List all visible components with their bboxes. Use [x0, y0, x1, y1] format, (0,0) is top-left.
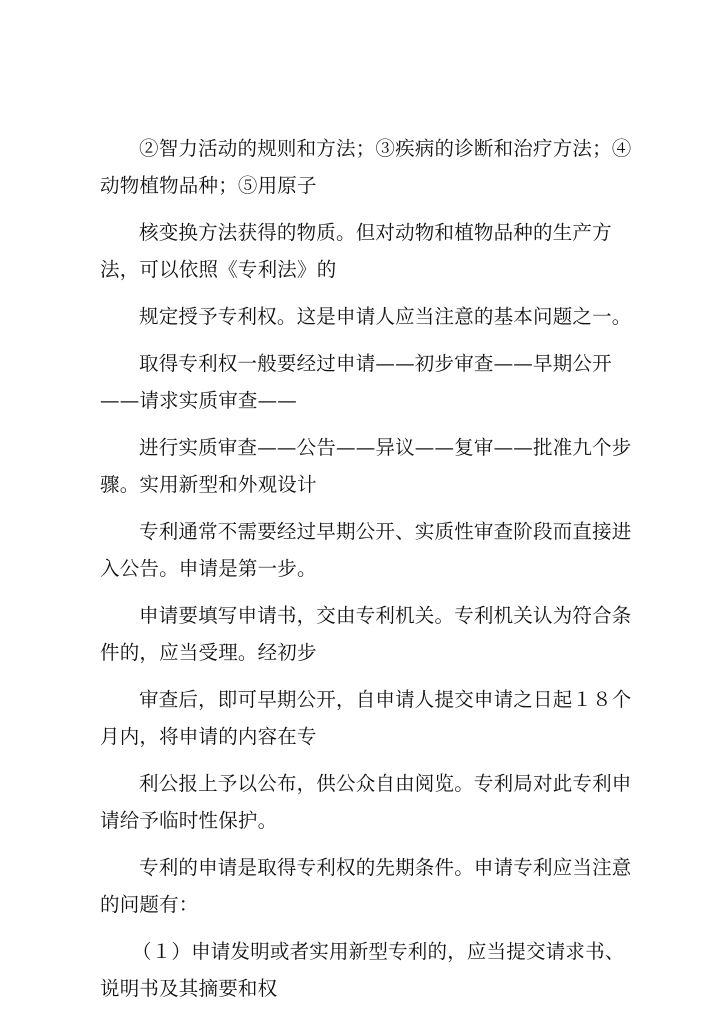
paragraph-8: 审查后，即可早期公开，自申请人提交申请之日起１８个月内，将申请的内容在专: [100, 688, 632, 748]
document-body: [100, 130, 640, 1017]
paragraph-7: 申请要填写申请书，交由专利机关。专利机关认为符合条件的，应当受理。经初步: [100, 604, 632, 664]
paragraph-11: （１）申请发明或者实用新型专利的，应当提交请求书、说明书及其摘要和权: [100, 940, 625, 1000]
paragraph-3: 规定授予专利权。这是申请人应当注意的基本问题之一。: [139, 305, 632, 328]
paragraph-4: 取得专利权一般要经过申请——初步审查——早期公开——请求实质审查——: [100, 352, 612, 412]
paragraph-2: 核变换方法获得的物质。但对动物和植物品种的生产方法，可以依照《专利法》的: [100, 221, 612, 281]
paragraph-9: 利公报上予以公布，供公众自由阅览。专利局对此专利申请给予临时性保护。: [100, 772, 632, 832]
paragraph-10: 专利的申请是取得专利权的先期条件。申请专利应当注意的问题有：: [100, 856, 632, 916]
paragraph-5: 进行实质审查——公告——异议——复审——批准九个步骤。实用新型和外观设计: [100, 436, 632, 496]
paragraph-1: ②智力活动的规则和方法；③疾病的诊断和治疗方法；④动物植物品种；⑤用原子: [100, 137, 632, 197]
paragraph-6: 专利通常不需要经过早期公开、实质性审查阶段而直接进入公告。申请是第一步。: [100, 520, 632, 580]
